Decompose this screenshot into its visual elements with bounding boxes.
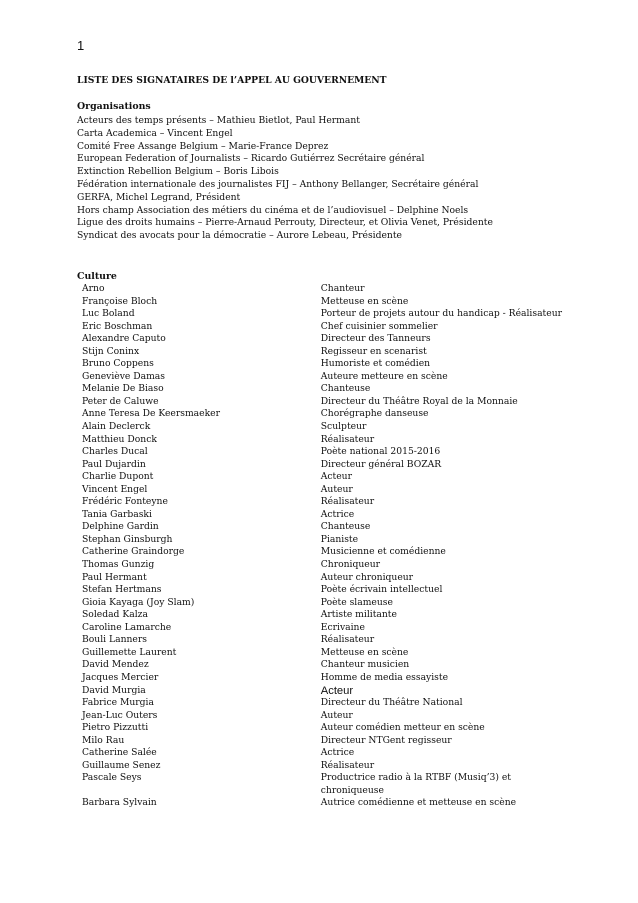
signatory-name: Melanie De Biaso [82,383,164,395]
signatory-name: Bouli Lanners [82,634,147,646]
organisations-list [77,115,493,243]
table-row [82,459,562,472]
signatory-role: Metteuse en scène [320,295,409,307]
table-row [82,672,562,685]
signatory-role: Regisseur en scenarist [320,345,427,357]
signatory-role: Metteuse en scène [320,646,409,658]
signatory-role: Homme de media essayiste [320,671,449,683]
signatory-name: Stephan Ginsburgh [82,533,173,545]
signatory-role: Auteur comédien metteur en scène [320,722,485,734]
table-row [82,609,562,622]
signatory-name: Luc Boland [82,308,135,320]
signatory-name: Eric Boschman [82,320,153,332]
table-row [82,772,562,797]
signatory-name: Soledad Kalza [82,609,148,621]
table-row [82,534,562,547]
table-row [82,421,562,434]
table-row [82,747,562,760]
table-row [82,760,562,773]
signatory-name: Charles Ducal [82,446,148,458]
signatory-name: Bruno Coppens [82,358,154,370]
table-row [82,471,562,484]
organisation-item: Extinction Rebellion Belgium – Boris Libois [77,166,279,178]
signatory-name: Alain Declerck [82,421,151,433]
table-row [82,383,562,396]
signatory-name: Guillemette Laurent [82,646,177,658]
signatory-role: Musicienne et comédienne [320,546,446,558]
signatory-role: Ecrivaine [320,621,365,633]
signatory-role: Artiste militante [320,609,397,621]
table-row [82,797,562,810]
table-row [82,647,562,660]
signatory-role: Directeur du Théâtre National [320,697,463,709]
signatory-name: Charlie Dupont [82,471,154,483]
signatory-role: Productrice radio à la RTBF (Musiq’3) et chroniqueuse [320,772,511,796]
table-row [82,346,562,359]
signatory-name: Jean-Luc Outers [82,709,158,721]
table-row [82,697,562,710]
signatory-name: Vincent Engel [82,483,148,495]
signatory-role: Sculpteur [320,421,367,433]
organisation-item: Hors champ Association des métiers du cinéma et de l’audiovisuel – Delphine Noels [77,204,469,216]
signatory-name: Pascale Seys [82,772,142,784]
signatory-role: Humoriste et comédien [320,358,431,370]
organisation-item: Carta Academica – Vincent Engel [77,127,233,139]
table-row [82,622,562,635]
organisation-item: Syndicat des avocats pour la démocratie – Aurore Lebeau, Présidente [77,230,402,242]
table-row [82,496,562,509]
signatory-role: Directeur général BOZAR [320,458,442,470]
signatory-role: Réalisateur [320,759,375,771]
signatory-role: Pianiste [320,533,359,545]
signatory-role: Auteure metteure en scène [320,370,448,382]
signatory-role: Directeur du Théâtre Royal de la Monnaie [320,395,518,407]
signatory-name: Françoise Bloch [82,295,158,307]
signatory-role: Réalisateur [320,496,375,508]
signatory-name: Frédéric Fonteyne [82,496,168,508]
signatory-name: Fabrice Murgia [82,697,154,709]
organisations-heading: Organisations [77,101,151,112]
signatory-name: Anne Teresa De Keersmaeker [82,408,220,420]
table-row [82,408,562,421]
signatory-role: Chorégraphe danseuse [320,408,429,420]
table-row [82,659,562,672]
organisation-item: Comité Free Assange Belgium – Marie-France Deprez [77,140,329,152]
signatory-role: Porteur de projets autour du handicap - Réalisateur [320,308,562,320]
signatory-name: Alexandre Caputo [82,333,166,345]
culture-heading: Culture [77,271,117,282]
signatory-name: Tania Garbaski [82,508,152,520]
table-row [82,710,562,723]
table-row [82,722,562,735]
signatory-name: Pietro Pizzutti [82,722,149,734]
table-row [82,396,562,409]
signatory-name: Delphine Gardin [82,521,159,533]
signatory-role: Réalisateur [320,433,375,445]
table-row [82,446,562,459]
organisation-item: European Federation of Journalists – Ricardo Gutiérrez Secrétaire général [77,153,425,165]
signatory-name: Arno [82,283,105,294]
signatory-role: Auteur chroniqueur [320,571,414,583]
signatory-role: Directeur des Tanneurs [320,333,431,345]
signatory-role: Autrice comédienne et metteuse en scène [320,797,517,809]
signatory-name: David Murgia [82,684,146,696]
organisation-item: Fédération internationale des journalistes FIJ – Anthony Bellanger, Secrétaire général [77,178,479,190]
signatory-role: Actrice [320,508,355,520]
signatory-role: Chanteuse [320,383,371,395]
signatory-name: Peter de Caluwe [82,395,159,407]
document-title: LISTE DES SIGNATAIRES DE l’APPEL AU GOUVERNEMENT [77,75,387,86]
signatory-name: Guillaume Senez [82,759,161,771]
table-row [82,685,562,698]
table-row [82,434,562,447]
signatory-role: Chroniqueur [320,559,381,571]
signatory-name: Milo Rau [82,734,125,746]
signatory-name: Barbara Sylvain [82,797,157,809]
table-row [82,296,562,309]
table-row [82,634,562,647]
table-row [82,308,562,321]
table-row [82,509,562,522]
signatory-name: David Mendez [82,659,149,671]
signatory-role: Chanteuse [320,521,371,533]
signatory-name: Geneviève Damas [82,370,165,382]
signatory-name: Paul Hermant [82,571,147,583]
signatory-role: Chanteur [320,283,365,294]
signatory-name: Jacques Mercier [82,671,159,683]
organisation-item: Ligue des droits humains – Pierre-Arnaud Perrouty, Directeur, et Olivia Venet, Présidente [77,217,493,229]
signatory-role: Acteur [320,684,354,697]
signatory-role: Directeur NTGent regisseur [320,734,452,746]
signatory-role: Auteur [320,709,353,721]
signatory-name: Thomas Gunzig [82,559,155,571]
signatory-name: Catherine Salée [82,747,157,759]
signatory-name: Stijn Coninx [82,345,140,357]
table-row [82,358,562,371]
signatory-name: Matthieu Donck [82,433,157,445]
table-row [82,572,562,585]
table-row [82,735,562,748]
table-row [82,521,562,534]
table-row [82,546,562,559]
signatory-name: Stefan Hertmans [82,584,162,596]
signatory-role: Chanteur musicien [320,659,410,671]
signatory-role: Réalisateur [320,634,375,646]
signatory-role: Poète slameuse [320,596,393,608]
table-row [82,283,562,296]
organisation-item: Acteurs des temps présents – Mathieu Bietlot, Paul Hermant [77,115,360,126]
table-row [82,333,562,346]
signatory-role: Poète écrivain intellectuel [320,584,443,596]
organisation-item: GERFA, Michel Legrand, Président [77,191,241,203]
signatory-role: Actrice [320,747,355,759]
table-row [82,321,562,334]
signatory-role: Chef cuisinier sommelier [320,320,438,332]
table-row [82,371,562,384]
culture-signatories-table [82,283,562,810]
signatory-role: Poète national 2015-2016 [320,446,441,458]
table-row [82,584,562,597]
signatory-name: Caroline Lamarche [82,621,172,633]
signatory-name: Paul Dujardin [82,458,146,470]
table-row [82,559,562,572]
table-row [82,597,562,610]
signatory-role: Auteur [320,483,353,495]
table-row [82,484,562,497]
signatory-name: Gioia Kayaga (Joy Slam) [82,596,195,608]
signatory-role: Acteur [320,471,352,483]
signatory-name: Catherine Graindorge [82,546,185,558]
page-number: 1 [77,38,85,53]
